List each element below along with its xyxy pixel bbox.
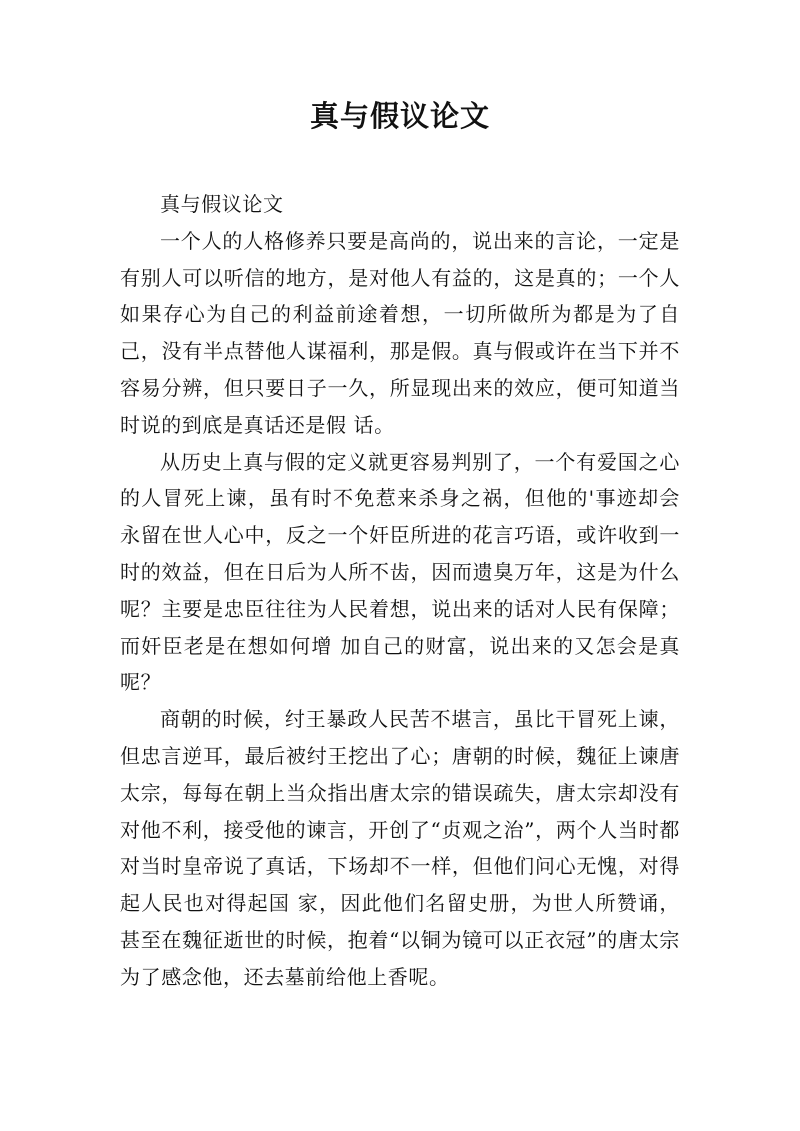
document-body <box>120 186 680 996</box>
document-title: 真与假议论文 <box>309 99 490 133</box>
paragraph-3: 商朝的时候，纣王暴政人民苦不堪言，虽比干冒死上谏，但忠言逆耳，最后被纣王挖出了心；唐朝的时候，魏征上谏唐太宗，每每在朝上当众指出唐太宗的错误疏失，唐太宗却没有对他不利，接受他的谏言，开创了“贞观之治”，两个人当时都对当时皇帝说了真话，下场却不一样，但他们问心无愧，对得起人民也对得起国 家，因此他们名留史册，为世人所赞诵，甚至在魏征逝世的时候，抱着“以铜为镜可以正衣冠”的唐太宗为了感念他，还去墓前给他上香呢。 <box>120 707 680 989</box>
paragraph-1: 一个人的人格修养只要是高尚的，说出来的言论，一定是有别人可以听信的地方，是对他人有益的，这是真的；一个人如果存心为自己的利益前途着想，一切所做所为都是为了自己，没有半点替他人谋福利，那是假。真与假或许在当下并不容易分辨，但只要日子一久，所显现出来的效应，便可知道当时说的到底是真话还是假 话。 <box>120 228 680 437</box>
paragraph-2: 从历史上真与假的定义就更容易判别了，一个有爱国之心的人冒死上谏，虽有时不免惹来杀身之祸，但他的'事迹却会永留在世人心中，反之一个奸臣所进的花言巧语，或许收到一时的效益，但在日后为人所不齿，因而遗臭万年，这是为什么呢？主要是忠臣往往为人民着想，说出来的话对人民有保障；而奸臣老是在想如何增 加自己的财富，说出来的又怎会是真呢？ <box>120 449 680 695</box>
paragraph-subtitle: 真与假议论文 <box>160 192 284 216</box>
